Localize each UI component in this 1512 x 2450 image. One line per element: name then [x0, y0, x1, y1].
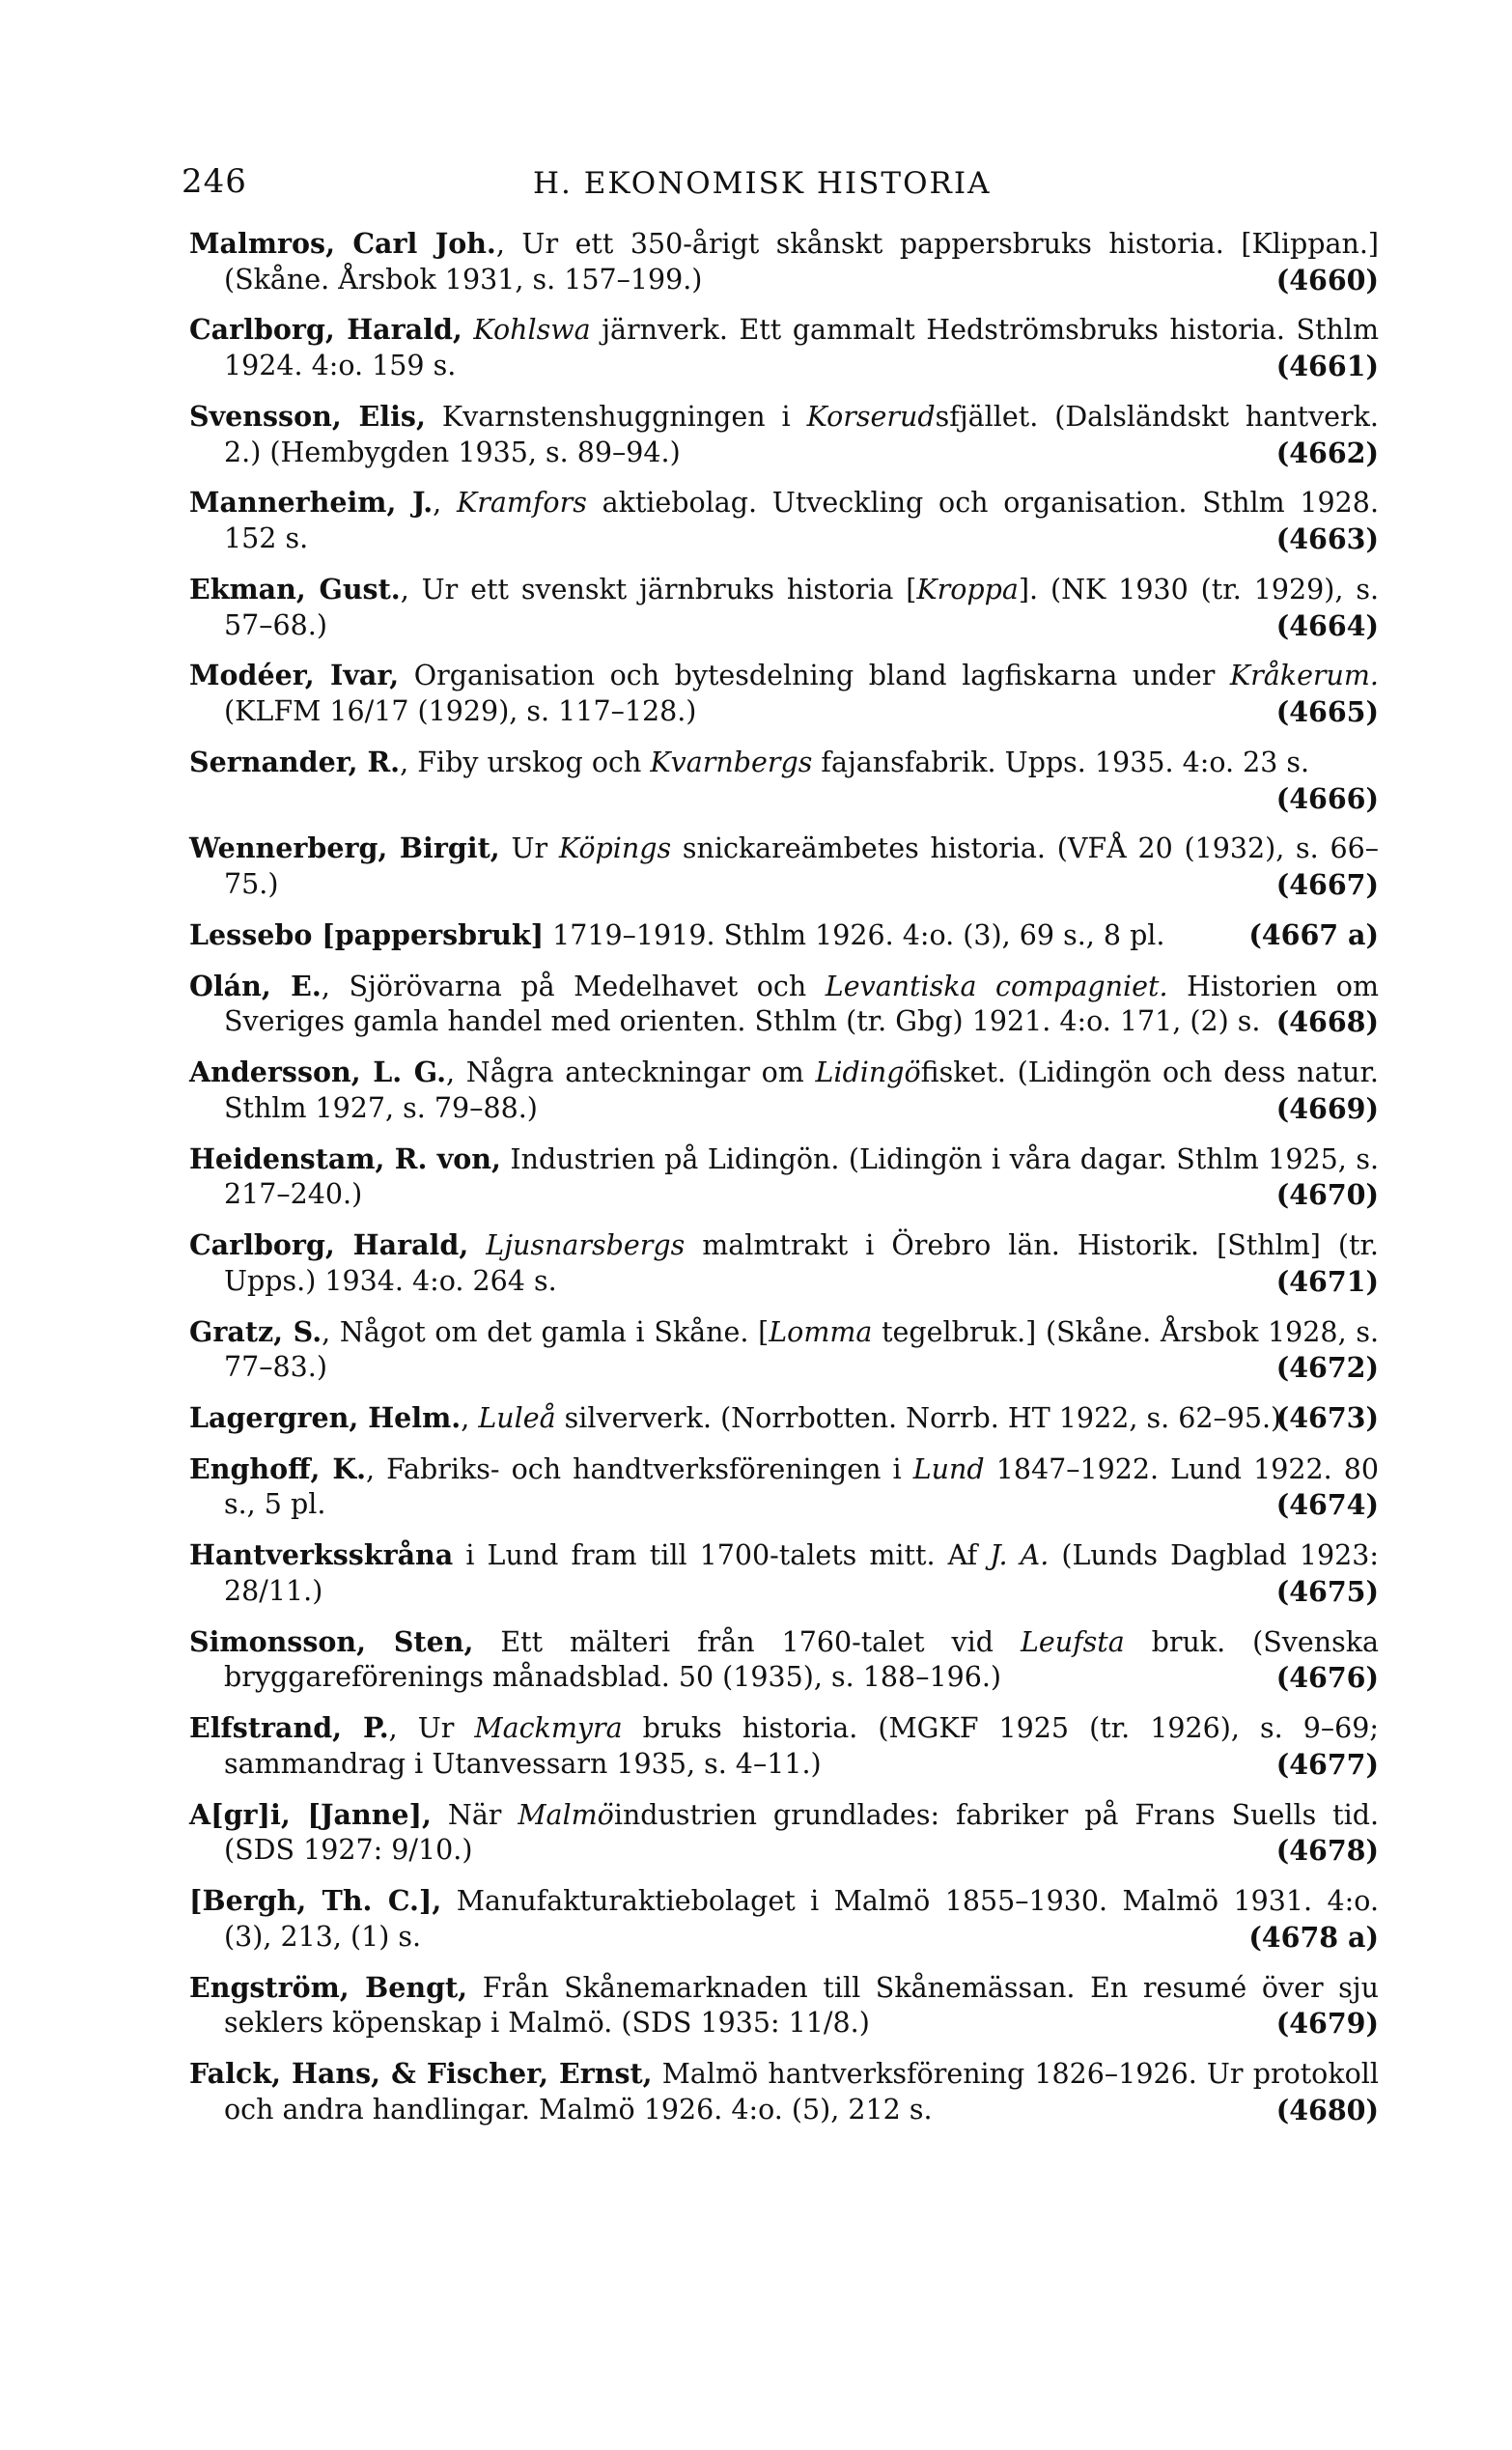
entry-text: tegelbruk.] (Skåne. Årsbok 1928, s. 77–83.): [224, 1315, 1379, 1384]
entry-author: Elfstrand, P.: [189, 1711, 389, 1745]
entry-number: (4671): [1275, 1264, 1379, 1298]
entry-text: ,: [461, 1401, 479, 1434]
entry-text: Manufakturaktiebolaget i Malmö 1855–1930. Malmö 1931. 4:o. (3), 213, (1) s.: [224, 1885, 1379, 1953]
entry-author: Ekman, Gust.: [189, 572, 401, 605]
entry-text: [462, 314, 474, 346]
bibliography-entry: [189, 917, 1379, 954]
entry-author: Simonsson, Sten,: [189, 1624, 474, 1658]
entry-number: (4676): [1275, 1661, 1379, 1695]
entry-number: (4675): [1275, 1574, 1379, 1608]
entry-author: Wennerberg, Birgit,: [189, 831, 500, 865]
bibliography-entry: [189, 969, 1379, 1041]
entry-number: (4678 a): [1248, 1920, 1379, 1954]
entry-italic-text: Levantiska compagniet.: [825, 970, 1168, 1002]
entry-text: , Ur ett 350-årigt skånskt pappersbruks historia. [Klippan.] (Skåne. Årsbok 1931, s. 157–199.): [224, 228, 1380, 296]
entry-text: Organisation och bytesdelning bland lagfiskarna under: [399, 660, 1230, 692]
entry-author: [Bergh, Th. C.],: [189, 1884, 442, 1918]
entry-number: (4665): [1275, 695, 1379, 729]
entry-number: (4664): [1275, 608, 1379, 642]
bibliography-entry: [189, 1970, 1379, 2042]
bibliography-entry: [189, 1314, 1379, 1387]
entry-italic-text: Lomma: [769, 1315, 873, 1348]
entry-italic-text: Köpings: [558, 832, 672, 865]
page-header: [182, 162, 1379, 209]
entry-italic-text: J. A.: [990, 1539, 1050, 1572]
entry-author: Sernander, R.: [189, 745, 401, 778]
entry-number: (4669): [1275, 1091, 1379, 1125]
entry-italic-text: Leufsta: [1020, 1625, 1125, 1658]
bibliography-entry: [189, 1710, 1379, 1783]
entry-italic-text: Lidingö: [815, 1056, 921, 1089]
entry-text: ]. (NK 1930 (tr. 1929), s. 57–68.): [224, 573, 1379, 641]
entry-text: Historien om Sveriges gamla handel med orienten. Sthlm (tr. Gbg) 1921. 4:o. 171, (2) s.: [224, 970, 1379, 1038]
bibliography-entry: [189, 399, 1379, 471]
entry-number: (4666): [1275, 781, 1379, 815]
entry-italic-text: Luleå: [478, 1401, 556, 1434]
entry-text: i Lund fram till 1700-talets mitt. Af: [453, 1539, 991, 1572]
page-number: 246: [182, 162, 247, 201]
entry-text: (KLFM 16/17 (1929), s. 117–128.): [224, 695, 697, 728]
bibliography-entry: [189, 1055, 1379, 1127]
entry-text: Malmö hantverksförening 1826–1926. Ur protokoll och andra handlingar. Malmö 1926. 4:o. (5), 212 s.: [224, 2058, 1379, 2126]
entry-text: , Sjörövarna på Medelhavet och: [321, 970, 826, 1002]
bibliography-entry: [189, 1227, 1379, 1300]
entry-author: A[gr]i, [Janne],: [189, 1797, 432, 1831]
bibliography-entry: [189, 1451, 1379, 1524]
entry-number: (4660): [1275, 263, 1379, 296]
entry-text: malmtrakt i Örebro län. Historik. [Sthlm] (tr. Upps.) 1934. 4:o. 264 s.: [224, 1229, 1379, 1297]
entry-text: 1719–1919. Sthlm 1926. 4:o. (3), 69 s., 8 pl.: [544, 918, 1165, 951]
bibliography-entry: [189, 312, 1379, 384]
entry-italic-text: Kroppa: [916, 573, 1019, 605]
entry-text: industrien grundlades: fabriker på Frans Suells tid. (SDS 1927: 9/10.): [224, 1798, 1380, 1867]
entry-author: Modéer, Ivar,: [189, 659, 400, 692]
entry-italic-text: Korserud: [806, 400, 936, 433]
entry-number: (4672): [1275, 1351, 1379, 1385]
entry-number: (4678): [1275, 1834, 1379, 1868]
entry-text: , Fabriks- och handtverksföreningen i: [366, 1452, 913, 1485]
entry-number: (4668): [1275, 1005, 1379, 1039]
entry-author: Heidenstam, R. von,: [189, 1141, 501, 1175]
bibliography-list: [189, 226, 1379, 2143]
entry-author: Engström, Bengt,: [189, 1970, 468, 2004]
running-title: H. EKONOMISK HISTORIA: [533, 166, 992, 201]
entry-author: Hantverksskråna: [189, 1538, 454, 1572]
entry-italic-text: Mackmyra: [474, 1712, 623, 1745]
entry-number: (4661): [1275, 350, 1379, 383]
entry-italic-text: Lund: [912, 1452, 985, 1485]
entry-number: (4677): [1275, 1747, 1379, 1781]
entry-number: (4679): [1275, 2007, 1379, 2041]
bibliography-entry: [189, 1141, 1379, 1214]
entry-italic-text: Kråkerum.: [1229, 660, 1379, 692]
bibliography-entry: [189, 572, 1379, 644]
entry-text: Ur: [499, 832, 559, 865]
bibliography-entry: [189, 658, 1379, 730]
entry-text: bruks historia. (MGKF 1925 (tr. 1926), s. 9–69; sammandrag i Utanvessarn 1935, s. 4–11.): [224, 1712, 1379, 1780]
entry-number: (4680): [1275, 2093, 1379, 2126]
bibliography-entry: [189, 226, 1379, 298]
bibliography-entry: [189, 2056, 1379, 2128]
entry-author: Lessebo [pappersbruk]: [189, 917, 545, 951]
bibliography-entry: [189, 1883, 1379, 1956]
entry-text: fisket. (Lidingön och dess natur. Sthlm 1927, s. 79–88.): [224, 1056, 1379, 1124]
entry-text: aktiebolag. Utveckling och organisation. Sthlm 1928. 152 s.: [224, 487, 1379, 555]
entry-text: , Några anteckningar om: [446, 1056, 816, 1089]
entry-text: Kvarnstenshuggningen i: [425, 400, 807, 433]
entry-text: [468, 1229, 486, 1261]
entry-text: Ett mälteri från 1760-talet vid: [473, 1625, 1021, 1658]
entry-text: , Fiby urskog och: [400, 746, 651, 778]
entry-text: När: [431, 1798, 518, 1831]
bibliography-entry: [189, 1537, 1379, 1610]
bibliography-entry: [189, 745, 1379, 817]
entry-author: Gratz, S.: [189, 1314, 322, 1348]
bibliography-entry: [189, 1797, 1379, 1870]
entry-italic-text: Kramfors: [456, 487, 587, 520]
entry-italic-text: Malmö: [518, 1798, 614, 1831]
bibliography-entry: [189, 1624, 1379, 1697]
entry-number: (4673): [1275, 1400, 1379, 1434]
entry-author: Lagergren, Helm.: [189, 1400, 462, 1434]
entry-number: (4670): [1275, 1178, 1379, 1212]
entry-number: (4667): [1275, 868, 1379, 902]
bibliography-entry: [189, 485, 1379, 557]
entry-author: Mannerheim, J.: [189, 486, 434, 520]
entry-italic-text: Kohlswa: [473, 314, 591, 347]
entry-author: Olán, E.: [189, 969, 322, 1002]
entry-author: Falck, Hans, & Fischer, Ernst,: [189, 2057, 653, 2091]
entry-author: Malmros, Carl Joh.: [189, 227, 496, 260]
entry-number: (4667 a): [1248, 917, 1379, 951]
entry-text: järnverk. Ett gammalt Hedströmsbruks historia. Sthlm 1924. 4:o. 159 s.: [224, 314, 1380, 382]
entry-text: fajansfabrik. Upps. 1935. 4:o. 23 s.: [812, 746, 1310, 778]
entry-author: Svensson, Elis,: [189, 399, 426, 433]
entry-author: Andersson, L. G.: [189, 1056, 447, 1089]
entry-number: (4663): [1275, 522, 1379, 556]
entry-italic-text: Kvarnbergs: [650, 746, 813, 778]
entry-text: Från Skånemarknaden till Skånemässan. En resumé över sju seklers köpenskap i Malmö. (SDS 1935: 11/8.): [224, 1971, 1379, 2040]
entry-italic-text: Ljusnarsbergs: [486, 1229, 686, 1262]
entry-author: Carlborg, Harald,: [189, 1228, 469, 1262]
entry-number: (4674): [1275, 1488, 1379, 1522]
entry-author: Enghoff, K.: [189, 1451, 367, 1485]
entry-text: , Något om det gamla i Skåne. [: [322, 1315, 770, 1348]
entry-text: (Lunds Dagblad 1923: 28/11.): [224, 1539, 1379, 1607]
entry-text: Industrien på Lidingön. (Lidingön i våra dagar. Sthlm 1925, s. 217–240.): [224, 1142, 1380, 1211]
entry-text: snickareämbetes historia. (VFÅ 20 (1932), s. 66–75.): [224, 832, 1379, 901]
entry-text: ,: [433, 487, 457, 520]
entry-text: bruk. (Svenska bryggareförenings månadsblad. 50 (1935), s. 188–196.): [224, 1625, 1380, 1694]
entry-author: Carlborg, Harald,: [189, 313, 462, 347]
entry-text: , Ur: [388, 1712, 475, 1745]
bibliography-entry: [189, 1400, 1379, 1437]
entry-text: 1847–1922. Lund 1922. 80 s., 5 pl.: [224, 1452, 1379, 1521]
bibliography-entry: [189, 831, 1379, 903]
entry-text: sfjället. (Dalsländskt hantverk. 2.) (Hembygden 1935, s. 89–94.): [224, 400, 1379, 468]
entry-text: , Ur ett svenskt järnbruks historia [: [400, 573, 917, 605]
entry-text: silververk. (Norrbotten. Norrb. HT 1922, s. 62–95.): [555, 1401, 1282, 1434]
entry-number: (4662): [1275, 436, 1379, 469]
